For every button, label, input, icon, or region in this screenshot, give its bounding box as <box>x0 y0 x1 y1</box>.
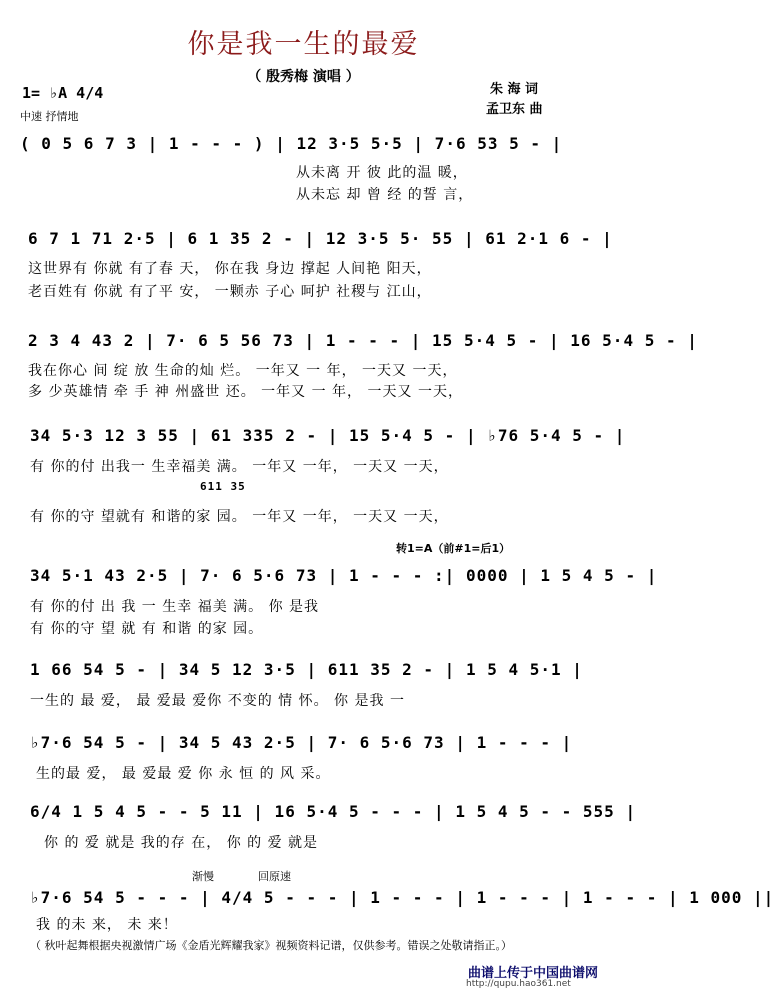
lyric-line: 一生的 最 爱， 最 爱最 爱你 不变的 情 怀。 你 是我 一 <box>30 693 405 709</box>
tempo-slow: 渐慢 <box>192 870 214 883</box>
lyric-line: 我 的未 来， 未 来！ <box>36 917 178 933</box>
notation-row: ♭7·6 54 5 - | 34 5 43 2·5 | 7· 6 5·6 73 | 1 - - - | <box>30 733 573 752</box>
lyric-line: 你 的 爱 就是 我的存 在， 你 的 爱 就是 <box>44 835 319 851</box>
lyric-line: 老百姓有 你就 有了平 安， 一颗赤 子心 呵护 社稷与 江山， <box>28 284 432 300</box>
lyric-line: 多 少英雄情 牵 手 神 州盛世 还。 一年又 一 年， 一天又 一天， <box>28 384 463 400</box>
notation-row: ( 0 5 6 7 3 | 1 - - - ) | 12 3·5 5·5 | 7·6 53 5 - | <box>20 134 563 153</box>
lyric-line: 有 你的付 出我一 生幸福美 满。 一年又 一年， 一天又 一天， <box>30 459 449 475</box>
notation-row: 6 7 1 71 2·5 | 6 1 35 2 - | 12 3·5 5· 55 | 61 2·1 6 - | <box>28 229 613 248</box>
lyric-line: 有 你的守 望 就 有 和谐 的家 园。 <box>30 621 264 637</box>
lyric-line: 我在你心 间 绽 放 生命的灿 烂。 一年又 一 年， 一天又 一天， <box>28 363 458 379</box>
composer: 孟卫东 曲 <box>486 102 543 117</box>
watermark-text: 曲谱上传于中国曲谱网 <box>468 966 599 981</box>
lyric-line: 生的最 爱， 最 爱最 爱 你 永 恒 的 风 采。 <box>36 766 331 782</box>
notation-row: ♭7·6 54 5 - - - | 4/4 5 - - - | 1 - - - | 1 - - - | 1 - - - | 1 000 || <box>30 888 774 907</box>
lyric-line: 这世界有 你就 有了春 天， 你在我 身边 撑起 人间艳 阳天， <box>28 261 432 277</box>
lyric-line: 从未离 开 彼 此的温 暖， <box>296 165 468 181</box>
footnote: （ 秋叶起舞根据央视激情广场《金盾光辉耀我家》视频资料记谱，仅供参考。错误之处敬请指正。） <box>30 939 512 952</box>
notation-row: 34 5·1 43 2·5 | 7· 6 5·6 73 | 1 - - - :| 0000 | 1 5 4 5 - | <box>30 566 658 585</box>
tempo-marking: 中速 抒情地 <box>20 110 79 123</box>
notation-row: 6/4 1 5 4 5 - - 5 11 | 16 5·4 5 - - - | 1 5 4 5 - - 555 | <box>30 802 637 821</box>
key-change: 转1=A（前#1=后1） <box>396 542 511 555</box>
lyric-line: 有 你的守 望就有 和谐的家 园。 一年又 一年， 一天又 一天， <box>30 509 449 525</box>
page-title: 你是我一生的最爱 <box>187 29 420 60</box>
watermark-url: http://qupu.hao361.net <box>466 979 571 989</box>
key-signature: 1= ♭A 4/4 <box>22 84 104 102</box>
alt-notation: 611 35 <box>200 480 246 493</box>
tempo-return: 回原速 <box>258 870 291 883</box>
singer: （ 殷秀梅 演唱 ） <box>247 69 360 85</box>
notation-row: 2 3 4 43 2 | 7· 6 5 56 73 | 1 - - - | 15 5·4 5 - | 16 5·4 5 - | <box>28 331 698 350</box>
lyric-line: 从未忘 却 曾 经 的誓 言， <box>296 187 474 203</box>
lyric-line: 有 你的付 出 我 一 生幸 福美 满。 你 是我 <box>30 599 320 615</box>
notation-row: 34 5·3 12 3 55 | 61 335 2 - | 15 5·4 5 - | ♭76 5·4 5 - | <box>30 426 626 445</box>
lyricist: 朱 海 词 <box>490 82 539 97</box>
notation-row: 1 66 54 5 - | 34 5 12 3·5 | 611 35 2 - | 1 5 4 5·1 | <box>30 660 583 679</box>
